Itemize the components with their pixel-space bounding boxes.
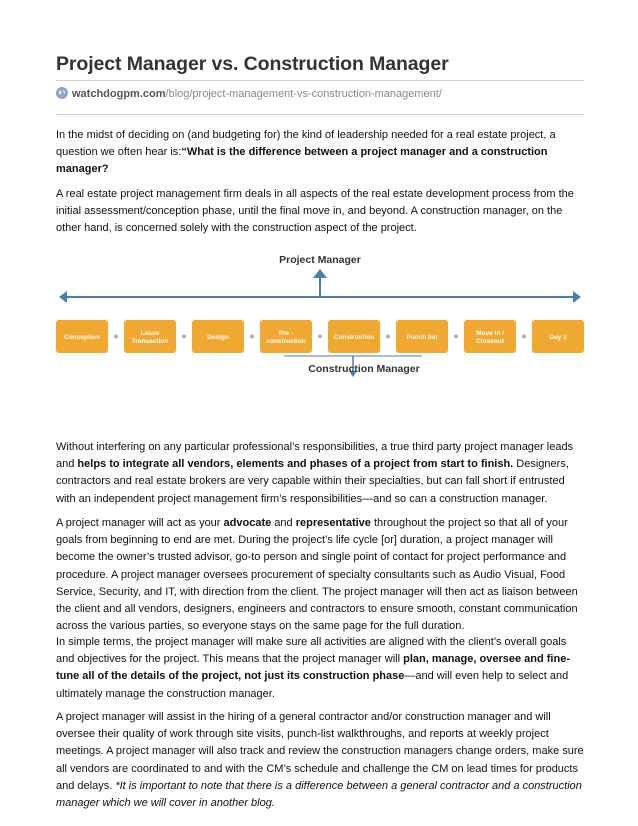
source-path[interactable]: /blog/project-management-vs-construction-management/ xyxy=(165,88,442,100)
intro-text: In the midst of deciding on (and budgeting for) the kind of leadership needed for a real estate project, a question we often hear is: xyxy=(56,129,556,159)
body-text: Designers, contractors and real estate brokers are very capable within their specialties, but can fall short if entrusted with an independent project management firm’s responsibilities—and so can a construction manager. xyxy=(56,458,569,505)
diagram-top-label: Project Manager xyxy=(279,254,361,266)
phase-dot xyxy=(182,335,186,339)
page-title: Project Manager vs. Construction Manager xyxy=(56,53,449,75)
body-paragraph-4 xyxy=(56,709,584,812)
body-paragraph-1 xyxy=(56,439,584,508)
body-text: and xyxy=(271,517,296,529)
body-text: A project manager will act as your xyxy=(56,517,224,529)
body-paragraph-2 xyxy=(56,515,584,635)
phase-label xyxy=(476,330,505,345)
body-text: —and will even help to select and ultimately manage the construction manager. xyxy=(56,670,569,700)
phase-label-line: Design xyxy=(207,334,229,341)
phase-label-line: Move In / xyxy=(476,330,504,337)
phase-label xyxy=(334,334,374,341)
phase-label-line: Closeout xyxy=(476,338,504,345)
phase-dot xyxy=(386,335,390,339)
summary-paragraph: A real estate project management firm deals in all aspects of the real estate development process from the initial assessment/conception phase, until the final move in, and beyond. A construction manager, on the other hand, is concerned solely with the construction aspect of the project. xyxy=(56,188,574,235)
phase-dot xyxy=(250,335,254,339)
phase-label-line: Construction xyxy=(333,334,375,341)
phase-label-line: Conception xyxy=(64,334,100,341)
phase-label xyxy=(549,334,567,341)
phase-label-line: Day 2 xyxy=(549,334,567,341)
body-emphasis: helps to integrate all vendors, elements and phases of a project from start to finish. xyxy=(77,458,514,471)
body-emphasis: advocate xyxy=(223,517,272,529)
left-arrow-icon xyxy=(59,291,67,303)
phase-label-line: Transaction xyxy=(131,338,169,345)
source-domain[interactable]: watchdogpm.com xyxy=(72,88,166,100)
globe-icon xyxy=(56,87,68,99)
phase-dot xyxy=(454,335,458,339)
body-emphasis: plan, manage, oversee and fine-tune all of the details of the project, not just its construction phase xyxy=(56,653,570,683)
phase-label-line: Pre - xyxy=(278,330,294,337)
right-arrow-icon xyxy=(573,291,581,303)
diagram-phases xyxy=(56,320,584,353)
phase-label-line: construction xyxy=(266,338,306,345)
phase-label-line: Lease xyxy=(140,330,160,337)
body-paragraph-3 xyxy=(56,634,584,703)
body-emphasis: representative xyxy=(295,517,371,529)
phase-dot xyxy=(522,335,526,339)
phase-dot xyxy=(318,335,322,339)
up-arrow-icon xyxy=(313,269,327,278)
diagram-bottom-label: Construction Manager xyxy=(308,363,420,375)
phase-label xyxy=(207,334,229,341)
intro-paragraph xyxy=(56,127,584,179)
url-divider xyxy=(56,114,584,115)
body-note: *It is important to note that there is a difference between a general contractor and a construction manager which we will cover in another blog. xyxy=(56,779,582,810)
pm-vs-cm-diagram xyxy=(56,244,584,384)
source-url[interactable] xyxy=(56,87,442,100)
body-text: A project manager will assist in the hiring of a general contractor and/or construction manager and will oversee their quality of work through site visits, punch-list walkthroughs, and reports at weekly project meetings. A project manager will also track and review the construction managers change orders, make sure all vendors are coordinated to and with the CM’s schedule and challenge the CM on lead times for products and delays. xyxy=(56,711,584,792)
phase-label-line: Punch list xyxy=(406,334,438,341)
body-text: throughout the project so that all of your goals from beginning to end are met. During the project’s life cycle [or] duration, a project manager will become the owner’s trusted advisor, go-to person and single point of contact for project performance and procedure. A project manager oversees procurement of specialty consultants such as Audio Visual, Food Service, Security, and IT, with direction from the client. The project manager will then act as liaison between the client and all vendors, designers, engineers and contractors to ensure smooth, constant communication across the various parties, so everyone stays on the same page for the full duration. xyxy=(56,517,578,633)
phase-label xyxy=(406,334,438,341)
phase-dot xyxy=(114,335,118,339)
body-text: In simple terms, the project manager will make sure all activities are aligned with the client’s overall goals and objectives for the project. This means that the project manager will xyxy=(56,636,567,666)
body-text: Without interfering on any particular professional’s responsibilities, a true third party project manager leads and xyxy=(56,441,574,471)
intro-question: “What is the difference between a project manager and a construction manager? xyxy=(56,146,548,176)
title-divider xyxy=(56,80,584,81)
phase-label xyxy=(64,334,100,341)
